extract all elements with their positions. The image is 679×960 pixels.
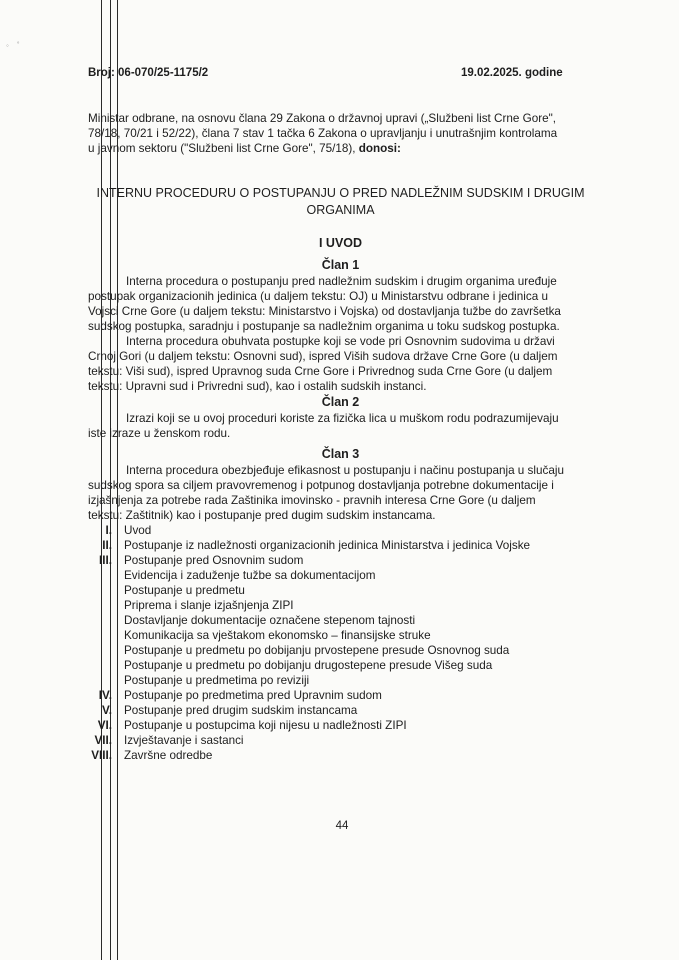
article-2-heading: Član 2 xyxy=(321,395,360,409)
article-line: Interna procedura o postupanju pred nadležnim sudskim i drugim organima uređuje xyxy=(126,275,557,288)
article-3-heading: Član 3 xyxy=(321,447,360,461)
document-number: Broj: 06-070/25-1175/2 xyxy=(88,67,209,79)
page-number: 44 xyxy=(335,820,349,832)
article-line: Interna procedura obuhvata postupke koji se vode pri Osnovnim sudovima u državi xyxy=(126,335,555,348)
intro-line: 78/18, 70/21 i 52/22), člana 7 stav 1 tačka 6 Zakona o upravljanju i unutrašnjim kontrolama xyxy=(88,127,558,140)
document-date: 19.02.2025. godine xyxy=(461,67,563,79)
article-line: sudskog postupka, saradnju i postupanje sa nadležnim organima u toku sudskog postupka. xyxy=(88,320,560,333)
intro-paragraph xyxy=(88,111,593,156)
article-line: Vojsci Crne Gore (u daljem tekstu: Ministarstvo i Vojska) od dostavljanja tužbe do završetka xyxy=(88,305,561,318)
title-line-1: INTERNU PROCEDURU O POSTUPANJU O PRED NADLEŽNIM SUDSKIM I DRUGIM xyxy=(96,186,585,200)
article-line: Izrazi koji se u ovoj proceduri koriste za fizička lica u muškom rodu podrazumijevaju xyxy=(126,412,559,425)
article-2-body xyxy=(88,411,593,441)
article-1-heading: Član 1 xyxy=(321,258,360,272)
article-line: Crnoj Gori (u daljem tekstu: Osnovni sud), ispred Viših sudova države Crne Gore (u daljem xyxy=(88,350,558,363)
title-line-2: ORGANIMA xyxy=(306,203,375,217)
article-line: postupak organizacionih jedinica (u daljem tekstu: OJ) u Ministarstvu odbrane i jedinica u xyxy=(88,290,548,303)
article-3-body xyxy=(88,463,593,523)
article-line: izjašnjenja za potrebe rada Zaštinika imovinsko - pravnih interesa Crne Gore (u daljem xyxy=(88,494,536,507)
intro-line: Ministar odbrane, na osnovu člana 29 Zakona o državnoj upravi („Službeni list Crne Gore", xyxy=(88,112,556,125)
scan-speck: ◦ ˚ xyxy=(6,41,23,50)
article-line: tekstu: Upravni sud i Privredni sud), kao i ostalih sudskih instanci. xyxy=(88,380,427,393)
contents-list: I. Uvod II. Postupanje iz nadležnosti organizacionih jedinica Ministarstva i jedinica Vojske III. Postupanje pred Osnovnim sudom Evidencija i zaduženje tužbe sa dokumentacijom Postupanje u predmetu Priprema i slanje izjašnjenja ZIPI Dostavljanje dokumentacije označene stepenom tajnosti Komunikacija sa vještakom ekonomsko – finansijske struke Postupanje u predmetu po dobijanju prvostepene presude Osnovnog suda Postupanje u predmetu po dobijanju drugostepene presude Višeg suda Postupanje u predmetima po reviziji IV. Postupanje po predmetima pred Upravnim sudom V. Postupanje pred drugim sudskim instancama VI. Postupanje u postupcima koji nijesu u nadležnosti ZIPI VII. Izvještavanje i sastanci VIII. Završne odredbe xyxy=(91,524,531,762)
section-heading: I UVOD xyxy=(318,236,363,250)
article-1-body xyxy=(88,274,593,394)
article-line: Interna procedura obezbjeđuje efikasnost u postupanju i načinu postupanja u slučaju xyxy=(126,464,564,477)
article-line: iste izraze u ženskom rodu. xyxy=(88,427,231,440)
document-title xyxy=(88,185,593,219)
article-line: sudskog spora sa ciljem pravovremenog i potpunog dostavljanja potrebne dokumentacije i xyxy=(88,479,554,492)
donosi-label: donosi: xyxy=(358,142,401,155)
article-line: tekstu: Zaštitnik) kao i postupanje pred dugim sudskim instancama. xyxy=(88,509,436,522)
article-line: tekstu: Viši sud), ispred Upravnog suda Crne Gore i Privrednog suda Crne Gore (u daljem xyxy=(88,365,553,378)
intro-line: u javnom sektoru ("Službeni list Crne Gore", 75/18), donosi: xyxy=(88,142,401,155)
